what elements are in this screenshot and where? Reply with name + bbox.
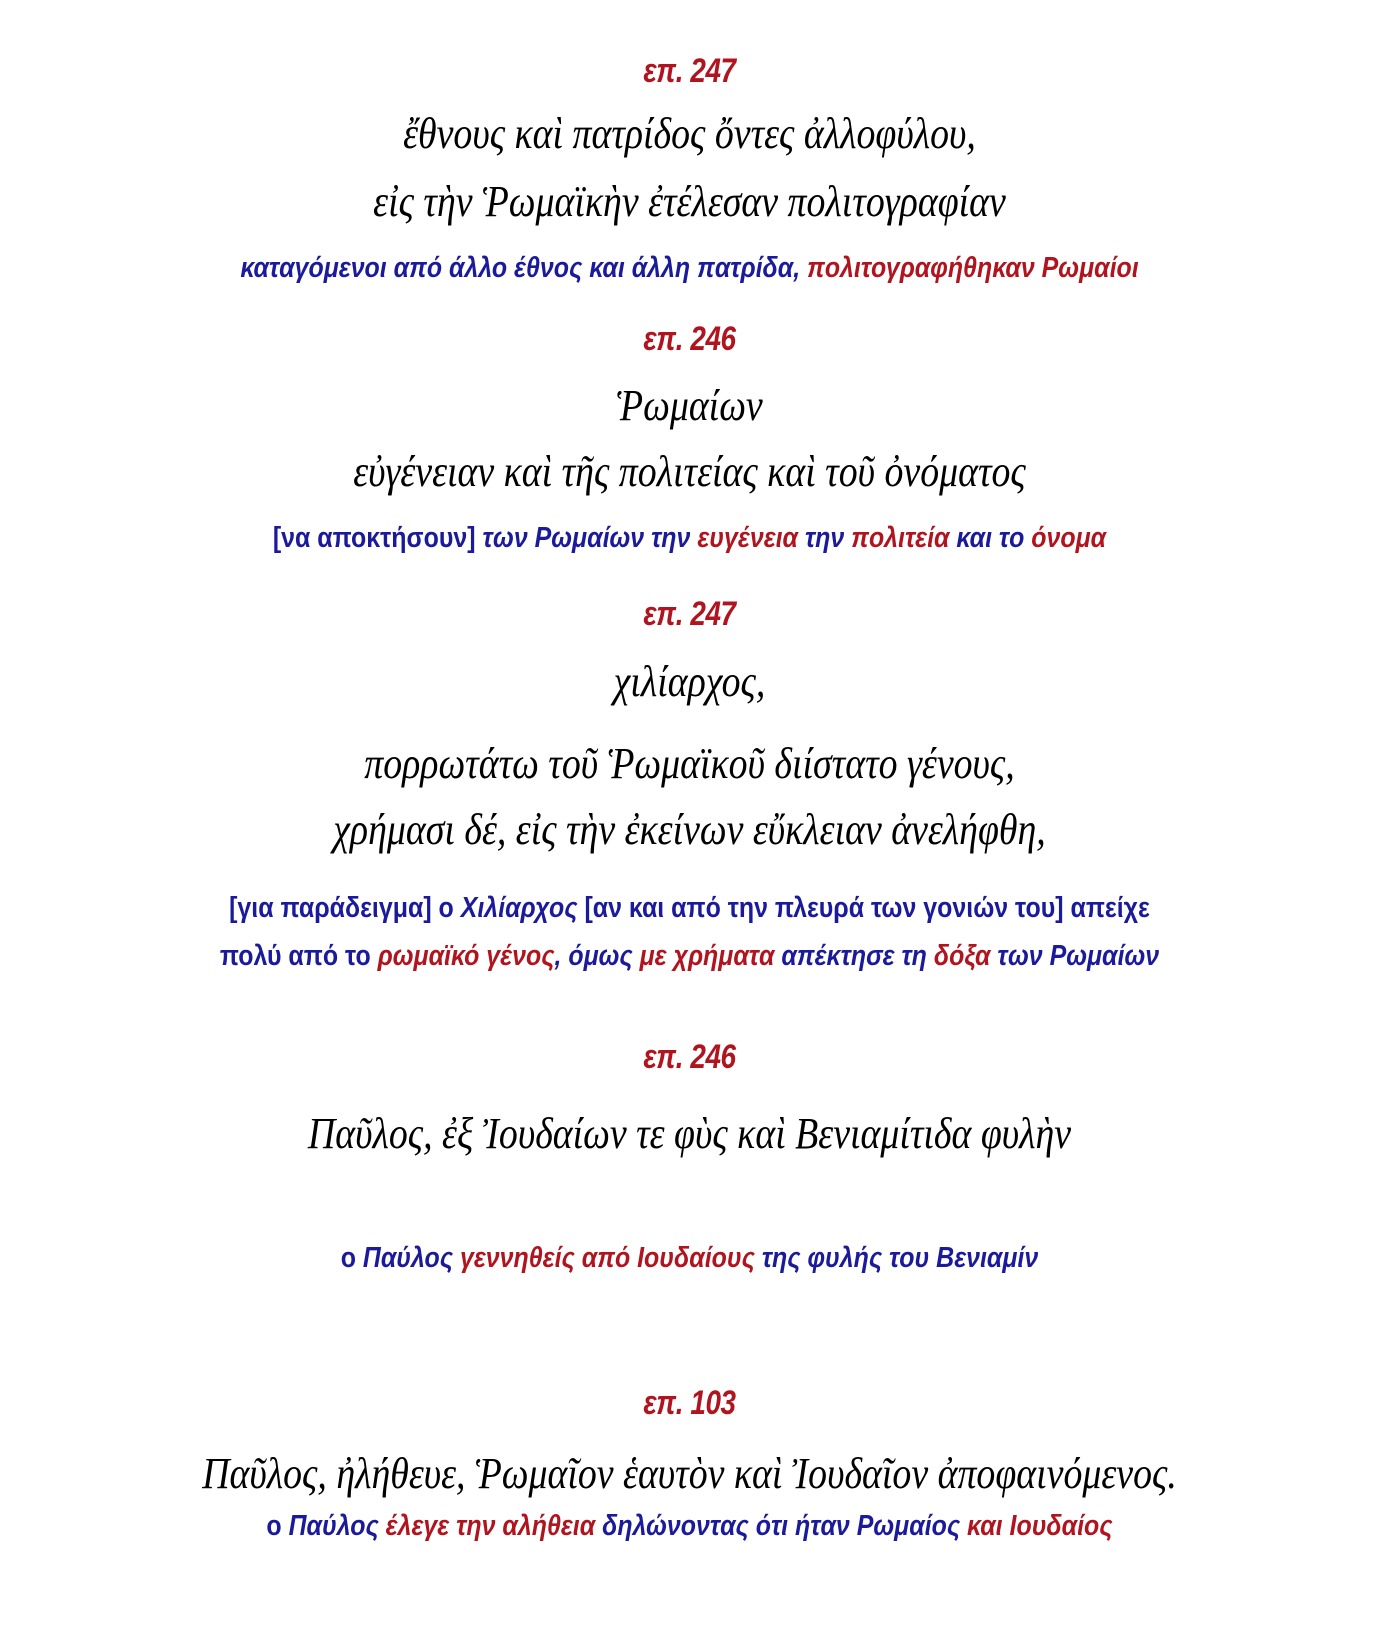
translation-segment-blue: ο bbox=[340, 1242, 363, 1274]
translation-segment-red: ρωμαϊκό γένος bbox=[377, 940, 555, 972]
translation-segment-blue: [αν και από την πλευρά των γονιών του] απείχε bbox=[584, 892, 1150, 924]
translation-segment-red: δόξα bbox=[933, 940, 998, 972]
translation-segment-blue: των Ρωμαίων bbox=[997, 940, 1160, 972]
verse-reference: επ. 247 bbox=[643, 595, 736, 633]
translation-segment-blue: απέκτησε τη bbox=[781, 940, 934, 972]
translation-segment-blue: δηλώνοντας ότι ήταν Ρωμαίος bbox=[602, 1510, 968, 1542]
translation-segment-blue: Παύλος bbox=[288, 1510, 386, 1542]
translation-segment-blue: καταγόμενοι από άλλο έθνος και άλλη πατρίδα, bbox=[240, 252, 808, 284]
greek-text-line: Παῦλος, ἠλήθευε, Ῥωμαῖον ἑαυτὸν καὶ Ἰουδαῖον ἀποφαινόμενος. bbox=[202, 1449, 1177, 1498]
greek-text-line: εἰς τὴν Ῥωμαϊκὴν ἐτέλεσαν πολιτογραφίαν bbox=[373, 177, 1006, 226]
translation-line bbox=[97, 1510, 1283, 1543]
translation-segment-red: ευγένεια bbox=[697, 522, 805, 554]
translation-line bbox=[97, 940, 1283, 973]
translation-segment-red: έλεγε την αλήθεια bbox=[385, 1510, 603, 1542]
translation-line bbox=[97, 892, 1283, 925]
verse-reference: επ. 103 bbox=[643, 1384, 736, 1422]
translation-line bbox=[97, 522, 1283, 555]
translation-segment-blue: των Ρωμαίων την bbox=[482, 522, 698, 554]
translation-segment-blue: και το bbox=[956, 522, 1032, 554]
translation-segment-red: γεννηθείς από Ιουδαίους bbox=[459, 1242, 762, 1274]
translation-line bbox=[97, 1242, 1283, 1275]
translation-segment-blue: της φυλής του Βενιαμίν bbox=[761, 1242, 1039, 1274]
verse-reference: επ. 247 bbox=[643, 52, 736, 90]
greek-text-line: πορρωτάτω τοῦ Ῥωμαϊκοῦ διίστατο γένους, bbox=[364, 739, 1015, 788]
greek-text-line: χρήμασι δέ, εἰς τὴν ἐκείνων εὔκλειαν ἀνελήφθη, bbox=[333, 805, 1046, 854]
translation-segment-red: και Ιουδαίος bbox=[967, 1510, 1113, 1542]
translation-segment-blue: [για παράδειγμα] ο bbox=[229, 892, 461, 924]
translation-segment-blue: Χιλίαρχος bbox=[460, 892, 585, 924]
verse-reference: επ. 246 bbox=[643, 1038, 736, 1076]
translation-segment-blue: Παύλος bbox=[362, 1242, 460, 1274]
greek-text-line: Ῥωμαίων bbox=[616, 381, 763, 430]
translation-segment-blue: την bbox=[804, 522, 852, 554]
translation-segment-blue: πολύ από το bbox=[219, 940, 378, 972]
translation-segment-red: πολιτεία bbox=[851, 522, 957, 554]
translation-segment-red: με χρήματα bbox=[639, 940, 782, 972]
translation-segment-red: όνομα bbox=[1031, 522, 1107, 554]
translation-line bbox=[97, 252, 1283, 285]
greek-text-line: χιλίαρχος, bbox=[613, 657, 766, 706]
greek-text-line: Παῦλος, ἐξ Ἰουδαίων τε φὺς καὶ Βενιαμίτιδα φυλὴν bbox=[307, 1109, 1072, 1158]
verse-reference: επ. 246 bbox=[643, 320, 736, 358]
translation-segment-blue: [να αποκτήσουν] bbox=[272, 522, 483, 554]
greek-text-line: εὐγένειαν καὶ τῆς πολιτείας καὶ τοῦ ὀνόματος bbox=[353, 447, 1026, 496]
translation-segment-blue: , όμως bbox=[554, 940, 640, 972]
translation-segment-red: πολιτογραφήθηκαν Ρωμαίοι bbox=[807, 252, 1139, 284]
translation-segment-blue: ο bbox=[266, 1510, 289, 1542]
greek-text-line: ἔθνους καὶ πατρίδος ὄντες ἀλλοφύλου, bbox=[403, 109, 976, 158]
